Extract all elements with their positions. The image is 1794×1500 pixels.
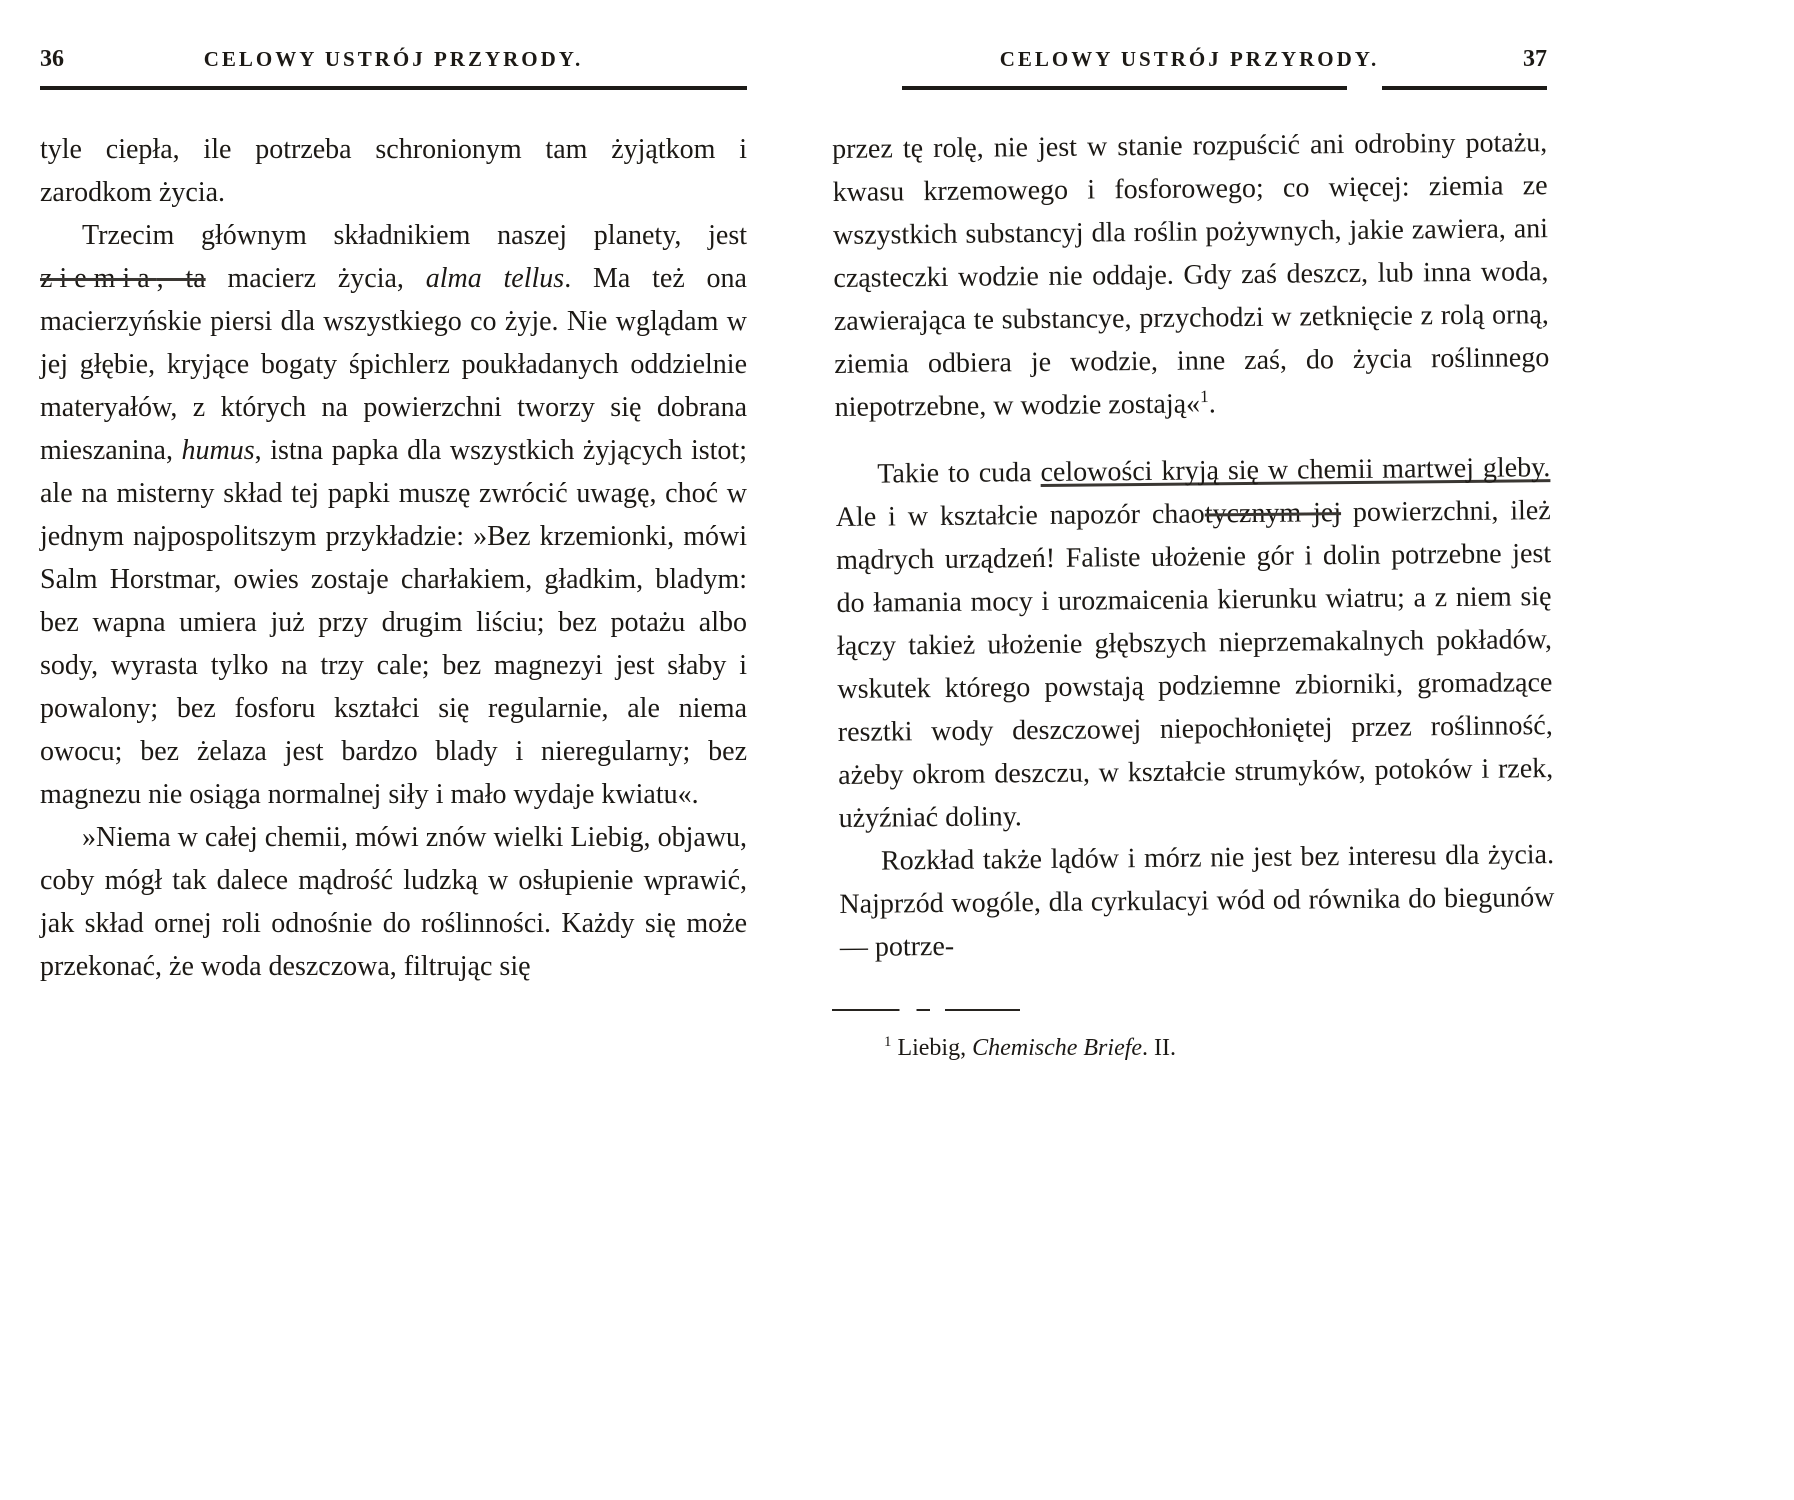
text-run: Liebig, (891, 1035, 973, 1061)
text-run: Rozkład także lądów i mórz nie jest bez interesu dla życia. Najprzód wogóle, dla cyrkulacyi wód od równika do biegunów — potrze- (839, 839, 1555, 963)
footnote-reference: 1 (884, 1034, 892, 1050)
text-run: . II. (1142, 1035, 1177, 1061)
running-title-right: CELOWY USTRÓJ PRZYRODY. (999, 47, 1380, 71)
pencil-marked-text: , ta (156, 263, 206, 294)
paragraph (832, 1031, 1547, 1065)
page-number-right: 37 (1523, 46, 1547, 72)
italic-text: Chemische Briefe (972, 1035, 1143, 1061)
paragraph (839, 833, 1555, 969)
paragraph (832, 121, 1550, 429)
pencil-marked-text: tycznym jej (1204, 497, 1342, 530)
text-run: przez tę rolę, nie jest w stanie rozpuścić ani odrobiny potażu, kwasu krzemowego i fosforowego; co więcej: ziemia ze wszystkich substancyj dla roślin pożywnych, jakie zawiera, ani cząsteczki wodzie nie oddaje. Gdy zaś deszcz, lub inna woda, zawierająca te substancye, przychodzi w zetknięcie z rolą orną, ziemia odbiera je wodzie, inne zaś, do życia roślinnego niepotrzebne, w wodzie zostają« (832, 127, 1550, 423)
text-run: tyle ciepła, ile potrzeba schronionym tam żyjątkom i zarodkom życia. (40, 134, 747, 208)
italic-text: alma tellus (425, 263, 565, 294)
paragraph (40, 128, 747, 214)
footnote-rule (832, 1009, 1020, 1011)
paragraph (835, 446, 1554, 840)
pencil-marked-text: celowości kryją się w chemii martwej gleby. (1040, 452, 1551, 489)
text-run: Ale i w kształcie napozór chao (835, 498, 1205, 533)
page-number-left: 36 (40, 46, 64, 72)
italic-text: humus (181, 435, 255, 466)
running-title-left: CELOWY USTRÓJ PRZYRODY. (203, 47, 584, 71)
paragraph (40, 214, 747, 816)
text-run: , istna papka dla wszystkich żyjących istot; ale na misterny skład tej papki muszę zwrócić uwagę, choć w jednym najpospolitszym przykładzie: »Bez krzemionki, mówi Salm Horstmar, owies zostaje charłakiem, gładkim, bladym: bez wapna umiera już przy drugim liściu; bez potażu albo sody, wyrasta tylko na trzy cale; bez magnezyi jest słaby i powalony; bez fosforu kształci się regularnie, ale niema owocu; bez żelaza jest bardzo blady i nieregularny; bez magnezu nie osiąga normalnej siły i mało wydaje kwiatu«. (40, 435, 747, 810)
header-rule-segment (1382, 86, 1547, 90)
text-run: macierz życia, (205, 263, 426, 294)
header-rule-gap (1347, 86, 1382, 90)
text-run: . (1208, 388, 1216, 420)
left-page (40, 44, 747, 1500)
footnote (832, 1031, 1547, 1065)
text-run: . Ma też ona macierzyńskie piersi dla wszystkiego co żyje. Nie wglądam w jej głębie, kryjące bogaty śpichlerz poukładanych oddzielnie materyałów, z których na powierzchni tworzy się dobrana mieszanina, (40, 263, 747, 466)
running-header-left (40, 44, 747, 78)
header-rule-left (40, 86, 747, 90)
pencil-marked-text: ziemia (40, 263, 157, 294)
header-rule-segment (902, 86, 1347, 90)
running-header-right (832, 44, 1547, 78)
text-run: »Niema w całej chemii, mówi znów wielki Liebig, objawu, coby mógł tak dalece mądrość ludzką w osłupienie wprawić, jak skład ornej roli odnośnie do roślinności. Każdy się może przekonać, że woda deszczowa, filtrując się (40, 822, 747, 982)
paragraph (40, 816, 747, 988)
page-body-right (832, 121, 1555, 969)
text-run: powierzchni, ileż mądrych urządzeń! Faliste ułożenie gór i dolin potrzebne jest do łamania mocy i urozmaicenia kierunku wiatru; a z niem się łączy takież ułożenie głębszych nieprzemakalnych pokładów, wskutek którego powstają podziemne zbiorniki, gromadzące resztki wody deszczowej niepochłoniętej przez roślinność, ażeby okrom deszczu, w kształcie strumyków, potoków i rzek, użyźniać doliny. (836, 495, 1554, 834)
footnote-reference: 1 (1199, 387, 1209, 407)
page-body-left (40, 128, 747, 988)
right-page (832, 44, 1555, 1500)
text-run: Takie to cuda (877, 457, 1041, 490)
header-rule-right (832, 86, 1547, 90)
text-run: Trzecim głównym składnikiem naszej planety, jest (82, 220, 747, 251)
